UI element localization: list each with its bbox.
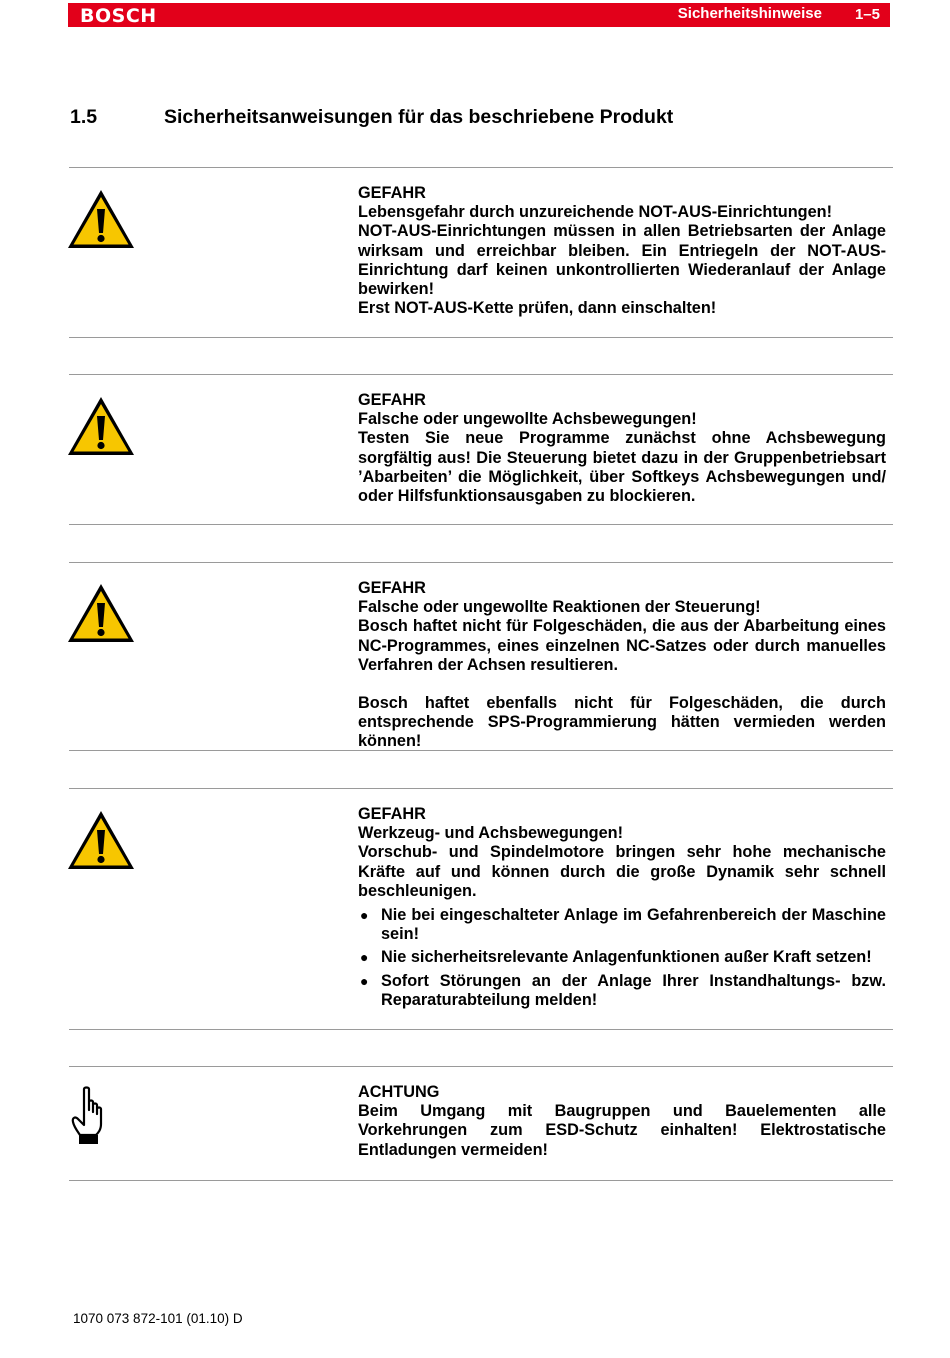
list-item-text: Nie bei eingeschalteter Anlage im Gefahrenbereich der Maschine sein! <box>381 906 886 944</box>
notice-headline: Lebensgefahr durch unzureichende NOT-AUS-Einrichtungen! <box>358 203 833 222</box>
header-page-number: 1–5 <box>854 6 880 23</box>
section-title: Sicherheitsanweisungen für das beschriebene Produkt <box>164 106 674 128</box>
list-item <box>358 948 886 967</box>
header-section-title: Sicherheitshinweise <box>677 5 822 22</box>
notice-body: Testen Sie neue Programme zunächst ohne Achsbewegung sorgfältig aus! Die Steuerung bietet dazu in der Gruppenbetriebsart ’Abarbeiten’ die Möglichkeit, über Softkeys Achsbewegungen und/ oder Hilfsfunktionsausgaben zu blockieren. <box>358 429 886 506</box>
notice-body: NOT-AUS-Einrichtungen müssen in allen Betriebsarten der Anlage wirksam und erreichbar bleiben. Ein Entriegeln der NOT-AUS-Einrichtung darf keinen unkontrollierten Wiederanlauf der Anlage bewirken! <box>358 222 886 299</box>
bullet-icon: ● <box>360 907 369 924</box>
divider <box>69 750 893 751</box>
divider <box>69 788 893 789</box>
list-item-text: Nie sicherheitsrelevante Anlagenfunktionen außer Kraft setzen! <box>381 948 872 967</box>
brand-logo: BOSCH <box>80 5 157 27</box>
notice-body-secondary: Bosch haftet ebenfalls nicht für Folgeschäden, die durch entsprechende SPS-Programmierung hätten vermieden werden können! <box>358 694 886 751</box>
document-number: 1070 073 872-101 (01.10) D <box>73 1311 243 1326</box>
divider <box>69 524 893 525</box>
notice-headline: Werkzeug- und Achsbewegungen! <box>358 824 624 843</box>
warning-triangle-icon <box>66 582 136 644</box>
notice-body: Vorschub- und Spindelmotore bringen sehr hohe mechanische Kräfte auf und können durch die große Dynamik sehr schnell beschleunigen. <box>358 843 886 900</box>
notice-text <box>358 1083 886 1160</box>
list-item <box>358 972 886 1010</box>
list-item <box>358 906 886 944</box>
pointing-hand-icon <box>70 1086 104 1146</box>
list-item-text: Sofort Störungen an der Anlage Ihrer Instandhaltungs- bzw. Reparaturabteilung melden! <box>381 971 886 1009</box>
notice-text <box>358 184 886 318</box>
divider <box>69 562 893 563</box>
bullet-icon: ● <box>360 972 369 989</box>
notice-text <box>358 805 886 1014</box>
notice-body: Bosch haftet nicht für Folgeschäden, die aus der Abarbeitung eines NC-Programmes, eines einzelnen NC-Satzes oder durch manuelles Verfahren der Achsen resultieren. <box>358 617 886 674</box>
divider <box>69 167 893 168</box>
notice-level: GEFAHR <box>358 579 426 597</box>
notice-bullet-list <box>358 906 886 1010</box>
warning-triangle-icon <box>66 188 136 250</box>
divider <box>69 1180 893 1181</box>
section-number: 1.5 <box>70 106 98 128</box>
notice-level: GEFAHR <box>358 391 426 409</box>
divider <box>69 374 893 375</box>
notice-text <box>358 579 886 752</box>
header-bar <box>68 3 890 27</box>
notice-body: Beim Umgang mit Baugruppen und Bauelementen alle Vorkehrungen zum ESD-Schutz einhalten! Elektrostatische Entladungen vermeiden! <box>358 1102 886 1159</box>
bullet-icon: ● <box>360 949 369 966</box>
notice-headline: Falsche oder ungewollte Reaktionen der Steuerung! <box>358 598 761 617</box>
divider <box>69 1066 893 1067</box>
notice-level: GEFAHR <box>358 184 426 202</box>
notice-text <box>358 391 886 506</box>
warning-triangle-icon <box>66 809 136 871</box>
notice-closing: Erst NOT-AUS-Kette prüfen, dann einschalten! <box>358 299 717 318</box>
notice-headline: Falsche oder ungewollte Achsbewegungen! <box>358 410 697 429</box>
notice-level: GEFAHR <box>358 805 426 823</box>
warning-triangle-icon <box>66 395 136 457</box>
notice-level: ACHTUNG <box>358 1083 440 1101</box>
divider <box>69 337 893 338</box>
divider <box>69 1029 893 1030</box>
